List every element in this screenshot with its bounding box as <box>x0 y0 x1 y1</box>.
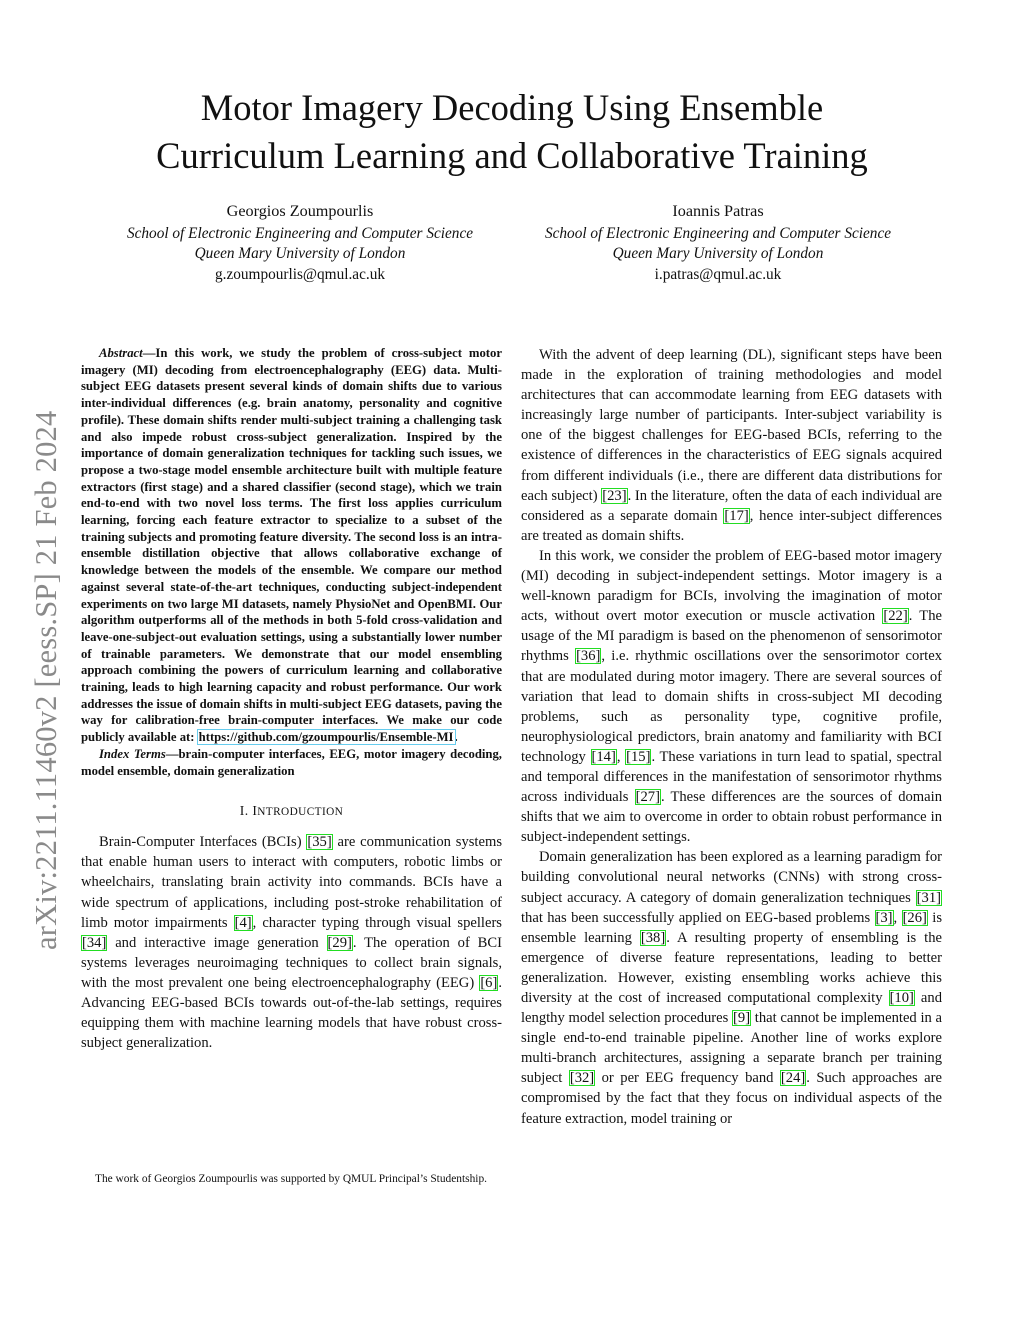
paragraph-text: that cannot be implemented in a single end-to-end trainable pipeline. Another line of works explore multi-branch architectures, assigning a separate branch per training subject <box>521 1010 943 1087</box>
paragraph-text: , <box>893 909 902 926</box>
author-email: g.zoumpourlis@qmul.ac.uk <box>214 265 385 283</box>
citation-link[interactable]: [3] <box>875 909 893 926</box>
citation-link[interactable]: [36] <box>576 648 601 665</box>
paragraph-text: In this work, we consider the problem of EEG-based motor imagery (MI) decoding in subject-independent settings. Motor imagery is a well-known paradigm for BCIs, involving the imagination of motor acts, without overt motor execution or muscle activation <box>521 547 942 625</box>
paragraph-text: With the advent of deep learning (DL), significant steps have been made in the exploration of training methodologies and model architectures that can accommodate learning from EEG datasets with increasingly large number of participants. Inter-subject variability is one of the biggest challenges for EEG-based BCIs, referring to the existence of differences in the characteristics of EEG signals acquired from different individuals (i.e., there are different data distributions for each subject) <box>521 347 942 504</box>
author-name: Ioannis Patras <box>672 202 764 220</box>
index-terms-body: —brain-computer interfaces, EEG, motor imagery decoding, model ensemble, domain generalization <box>81 746 502 778</box>
author-block-2 <box>508 201 928 285</box>
citation-link[interactable]: [32] <box>569 1070 595 1087</box>
citation-link[interactable]: [24] <box>780 1070 806 1087</box>
section-heading-introduction <box>81 802 502 821</box>
paragraph-text: and lengthy model selection procedures <box>521 990 942 1027</box>
author-name: Georgios Zoumpourlis <box>226 202 374 220</box>
paragraph-text: . Such approaches are compromised by the fact that they focus on individual aspects of the feature extraction, model training or <box>521 1070 942 1127</box>
paragraph-text: are communication systems that enable human users to interact with computers, robotic limbs or wheelchairs, translating brain activity into commands. BCIs have a wide spectrum of applications, including post-stroke rehabilitation of limb motor impairments <box>81 834 502 931</box>
author-institution: Queen Mary University of London <box>194 245 406 263</box>
paper-title-line-1: Motor Imagery Decoding Using Ensemble <box>200 87 824 128</box>
paragraph-text: that has been successfully applied on EEG-based problems <box>521 909 875 926</box>
paragraph-text: . In the literature, often the data of each individual are considered as a separate domain <box>521 487 942 524</box>
citation-link[interactable]: [17] <box>724 507 749 524</box>
paragraph-text: Brain-Computer Interfaces (BCIs) <box>99 834 307 851</box>
paragraph-text: . Advancing EEG-based BCIs towards out-of-the-lab settings, requires equipping them with machine learning models that have robust cross-subject generalization. <box>81 974 502 1052</box>
section-title-initial: I <box>252 803 258 819</box>
citation-link[interactable]: [31] <box>916 889 941 906</box>
paper-title-line-2: Curriculum Learning and Collaborative Training <box>156 135 868 176</box>
abstract-end: . <box>454 730 458 745</box>
funding-footnote: The work of Georgios Zoumpourlis was supported by QMUL Principal’s Studentship. <box>95 1173 487 1185</box>
citation-link[interactable]: [22] <box>883 608 908 625</box>
left-column <box>81 345 502 1053</box>
citation-link[interactable]: [9] <box>733 1010 751 1027</box>
citation-link[interactable]: [14] <box>591 748 616 765</box>
paragraph-text: . These variations in turn lead to spatial, spectral and temporal differences in the manifestation of sensorimotor rhythms across individuals <box>521 748 943 806</box>
citation-link[interactable]: [29] <box>327 934 352 951</box>
author-email: i.patras@qmul.ac.uk <box>654 265 782 283</box>
paragraph-text: . These differences are the sources of domain shifts that we aim to overcome in order to obtain robust performance in subject-independent settings. <box>521 789 942 846</box>
paragraph-text: , character typing through visual spellers <box>252 914 502 931</box>
section-title-rest: NTRODUCTION <box>257 806 344 819</box>
paragraph-text: . A resulting property of ensembling is the emergence of diverse feature representations, leading to better generalization. However, existing ensembling works achieve this diversity at the cost of increased computational complexity <box>521 929 942 1006</box>
citation-link[interactable]: [35] <box>307 834 332 851</box>
paragraph-text: . The usage of the MI paradigm is based on the phenomenon of sensorimotor rhythms <box>521 608 942 665</box>
citation-link[interactable]: [27] <box>635 789 660 806</box>
index-terms <box>81 746 502 779</box>
section-number: I. <box>239 803 249 819</box>
abstract-body: —In this work, we study the problem of cross-subject motor imagery (MI) decoding from electroencephalography (EEG) data. Multi-subject EEG datasets present several kinds of domain shifts due to various inter-individual differences (e.g. brain anatomy, personality and cognitive profile). These domain shifts render multi-subject training a challenging task and also impede robust cross-subject generalization. Inspired by the importance of domain generalization techniques for tackling such issues, we propose a two-stage model ensemble architecture built with multiple feature extractors (first stage) and a shared classifier (second stage), which we train end-to-end with two novel loss terms. The first loss applies curriculum learning, forcing each feature extractor to specialize to a subset of the training subjects and promoting feature diversity. The second loss is an intra-ensemble distillation objective that allows collaborative exchange of knowledge between the models of the ensemble. We compare our method against several state-of-the-art techniques, conducting subject-independent experiments on two large MI datasets, namely PhysioNet and OpenBMI. Our algorithm outperforms all of the methods in both 5-fold cross-validation and leave-one-subject-out evaluation settings, using a substantially lower number of trainable parameters. We demonstrate that our model ensembling approach combining the powers of curriculum learning and collaborative training, leads to high learning capacity and robust performance. Our work addresses the issue of domain shifts in multi-subject EEG datasets, paving the way for calibration-free brain-computer interfaces. We make our code publicly available at: <box>81 346 502 745</box>
paragraph-text: , <box>616 748 626 765</box>
citation-link[interactable]: [38] <box>640 929 666 946</box>
code-repository-link[interactable]: https://github.com/gzoumpourlis/Ensemble-MI <box>198 730 454 745</box>
author-affiliation: School of Electronic Engineering and Computer Science <box>126 224 474 242</box>
body-paragraph <box>521 345 942 546</box>
paragraph-text: , hence inter-subject differences are treated as domain shifts. <box>521 507 942 544</box>
citation-link[interactable]: [4] <box>234 914 252 931</box>
citation-link[interactable]: [34] <box>82 934 107 951</box>
paragraph-text: or per EEG frequency band <box>595 1070 780 1087</box>
author-affiliation: School of Electronic Engineering and Computer Science <box>544 224 892 242</box>
citation-link[interactable]: [23] <box>602 487 627 504</box>
author-block-1 <box>90 201 510 285</box>
citation-link[interactable]: [6] <box>480 974 498 991</box>
paper-title <box>60 84 964 180</box>
paragraph-text: Domain generalization has been explored as a learning paradigm for building convolutional neural networks (CNNs) with strong cross-subject accuracy. A category of domain generalization techniques <box>521 849 942 906</box>
index-terms-label: Index Terms <box>99 746 166 761</box>
abstract <box>81 345 502 746</box>
author-institution: Queen Mary University of London <box>612 245 824 263</box>
arxiv-identifier-stamp: arXiv:2211.11460v2 [eess.SP] 21 Feb 2024 <box>29 410 63 950</box>
citation-link[interactable]: [26] <box>902 909 927 926</box>
paragraph-text: and interactive image generation <box>107 934 327 951</box>
paragraph-text: , i.e. rhythmic oscillations over the sensorimotor cortex that are modulated during motor imagery. There are several sources of variation that lead to domain shifts in cross-subject MI decoding problems, such as personality type, cognitive profile, neurophysiological predictors, brain anatomy and familiarity with BCI technology <box>521 648 943 765</box>
body-paragraph <box>521 847 942 1128</box>
right-column <box>521 345 942 1129</box>
citation-link[interactable]: [15] <box>626 748 651 765</box>
abstract-label: Abstract <box>99 346 143 360</box>
intro-paragraph <box>81 832 502 1053</box>
paragraph-text: is ensemble learning <box>521 909 942 946</box>
body-paragraph <box>521 546 942 847</box>
paragraph-text: . The operation of BCI systems leverages neuroimaging techniques to collect brain signals, with the most prevalent one being electroencephalography (EEG) <box>81 934 502 991</box>
citation-link[interactable]: [10] <box>889 990 914 1006</box>
